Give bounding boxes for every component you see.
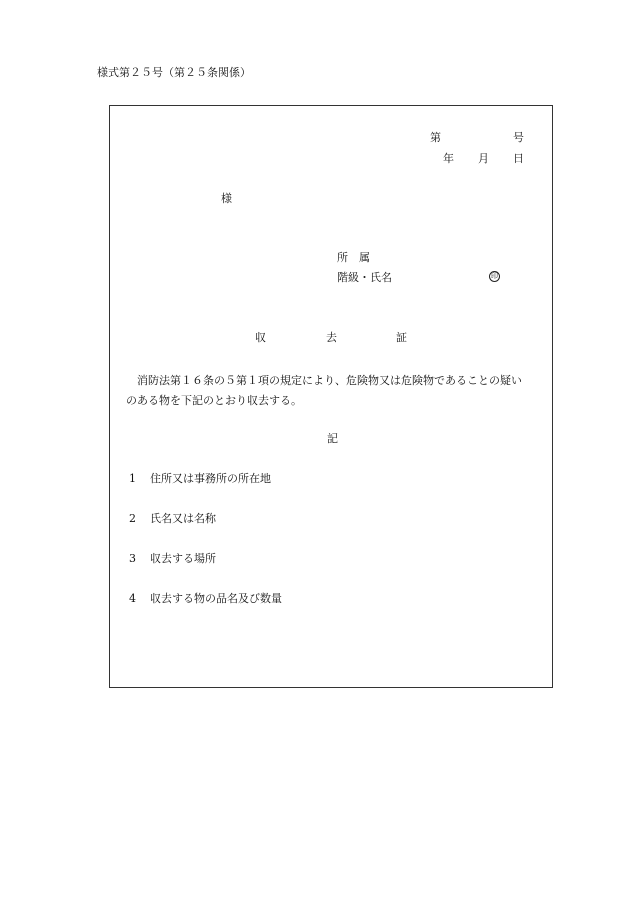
item-number-3: 3 bbox=[129, 552, 136, 565]
item-number-2: 2 bbox=[129, 512, 136, 525]
body-paragraph: 消防法第１６条の５第１項の規定により、危険物又は危険物であることの疑いのある物を下記のとおり収去する。 bbox=[126, 374, 522, 407]
date-year-label: 年 bbox=[443, 152, 454, 165]
title-char-1: 収 bbox=[255, 331, 266, 344]
item-label-3: 収去する場所 bbox=[150, 552, 216, 565]
body-paragraph-block bbox=[126, 371, 526, 411]
date-day-label: 日 bbox=[513, 152, 524, 165]
document-number-suffix: 号 bbox=[513, 131, 524, 144]
form-header: 様式第２５号（第２５条関係） bbox=[97, 66, 251, 79]
title-char-2: 去 bbox=[326, 331, 337, 344]
seal-mark: 印 bbox=[491, 272, 498, 280]
document-number-prefix: 第 bbox=[430, 131, 441, 144]
item-number-1: 1 bbox=[129, 472, 136, 485]
item-number-4: 4 bbox=[129, 592, 136, 605]
date-month-label: 月 bbox=[478, 152, 489, 165]
item-label-2: 氏名又は名称 bbox=[150, 512, 216, 525]
issuer-affiliation-label: 所 属 bbox=[337, 251, 370, 264]
item-label-1: 住所又は事務所の所在地 bbox=[150, 472, 271, 485]
title-char-3: 証 bbox=[396, 331, 407, 344]
item-label-4: 収去する物の品名及び数量 bbox=[150, 592, 282, 605]
ki-heading: 記 bbox=[327, 432, 338, 445]
addressee-suffix: 様 bbox=[221, 192, 232, 205]
issuer-rank-name-label: 階級・氏名 bbox=[337, 271, 392, 284]
